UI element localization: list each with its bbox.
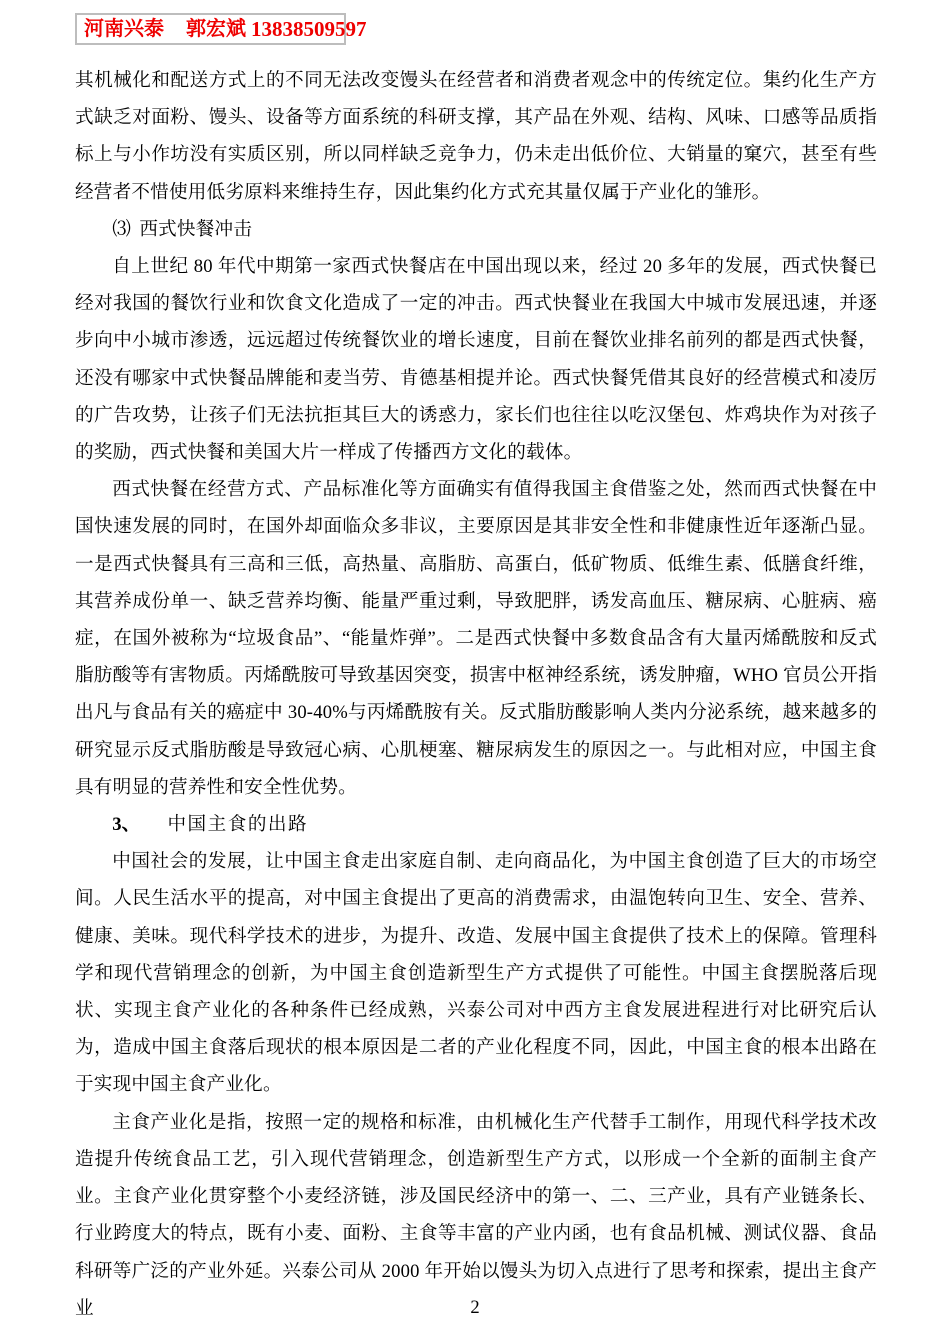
heading-western-title: 西式快餐冲击 — [139, 218, 253, 240]
heading-main-title: 中国主食的出路 — [167, 814, 309, 836]
paragraph-western-fastfood-criticism: 西式快餐在经营方式、产品标准化等方面确实有值得我国主食借鉴之处，然而西式快餐在中国快速发展的同时，在国外却面临众多非议，主要原因是其非安全性和非健康性近年逐渐凸显。一是西式快餐具有三高和三低，高热量、高脂肪、高蛋白，低矿物质、低维生素、低膳食纤维，其营养成份单一、缺乏营养均衡、能量严重过剩，导致肥胖，诱发高血压、糖尿病、心脏病、癌症，在国外被称为“垃圾食品”、“能量炸弹”。二是西式快餐中多数食品含有大量丙烯酰胺和反式脂肪酸等有害物质。丙烯酰胺可导致基因突变，损害中枢神经系统，诱发肿瘤，WHO 官员公开指出凡与食品有关的癌症中 30-40%与丙烯酰胺有关。反式脂肪酸影响人类内分泌系统，越来越多的研究显示反式脂肪酸是导致冠心病、心肌梗塞、糖尿病发生的原因之一。与此相对应，中国主食具有明显的营养性和安全性优势。 — [75, 479, 877, 798]
heading-western-number: ⑶ — [112, 218, 131, 240]
heading-western-fastfood-impact — [75, 211, 877, 248]
header-stamp — [75, 13, 367, 45]
heading-china-staple-food-outlet — [75, 806, 877, 843]
page-number: 2 — [470, 1297, 480, 1318]
paragraph-intensive-production-limits: 其机械化和配送方式上的不同无法改变馒头在经营者和消费者观念中的传统定位。集约化生产方式缺乏对面粉、馒头、设备等方面系统的科研支撑，其产品在外观、结构、风味、口感等品质指标上与小作坊没有实质区别，所以同样缺乏竞争力，仍未走出低价位、大销量的窠穴，甚至有些经营者不惜使用低劣原料来维持生存，因此集约化方式充其量仅属于产业化的雏形。 — [75, 70, 877, 203]
stamp-company-name: 河南兴泰 — [84, 18, 164, 40]
stamp-person-name: 郭宏斌 — [186, 18, 246, 40]
heading-main-number: 3、 — [112, 814, 141, 836]
paragraph-western-fastfood-growth: 自上世纪 80 年代中期第一家西式快餐店在中国出现以来，经过 20 多年的发展，西式快餐已经对我国的餐饮行业和饮食文化造成了一定的冲击。西式快餐业在我国大中城市发展迅速，并逐步向中小城市渗透，远远超过传统餐饮业的增长速度，目前在餐饮业排名前列的都是西式快餐，还没有哪家中式快餐品牌能和麦当劳、肯德基相提并论。西式快餐凭借其良好的经营模式和凌厉的广告攻势，让孩子们无法抗拒其巨大的诱惑力，家长们也往往以吃汉堡包、炸鸡块作为对孩子的奖励，西式快餐和美国大片一样成了传播西方文化的载体。 — [75, 256, 877, 464]
stamp-phone-number: 13838509597 — [251, 16, 367, 41]
paragraph-staple-industrialization-definition: 主食产业化是指，按照一定的规格和标准，由机械化生产代替手工制作，用现代科学技术改造提升传统食品工艺，引入现代营销理念，创造新型生产方式，以形成一个全新的面制主食产业。主食产业化贯穿整个小麦经济链，涉及国民经济中的第一、二、三产业，具有产业链条长、行业跨度大的特点，既有小麦、面粉、主食等丰富的产业内函，也有食品机械、测试仪器、食品科研等广泛的产业外延。兴泰公司从 2000 年开始以馒头为切入点进行了思考和探索，提出主食产业 — [75, 1111, 877, 1319]
paragraph-china-staple-development: 中国社会的发展，让中国主食走出家庭自制、走向商品化，为中国主食创造了巨大的市场空间。人民生活水平的提高，对中国主食提出了更高的消费需求，由温饱转向卫生、安全、营养、健康、美味。现代科学技术的进步，为提升、改造、发展中国主食提供了技术上的保障。管理科学和现代营销理念的创新，为中国主食创造新型生产方式提供了可能性。中国主食摆脱落后现状、实现主食产业化的各种条件已经成熟，兴泰公司对中西方主食发展进程进行对比研究后认为，造成中国主食落后现状的根本原因是二者的产业化程度不同，因此，中国主食的根本出路在于实现中国主食产业化。 — [75, 851, 877, 1096]
document-body — [75, 62, 877, 1327]
